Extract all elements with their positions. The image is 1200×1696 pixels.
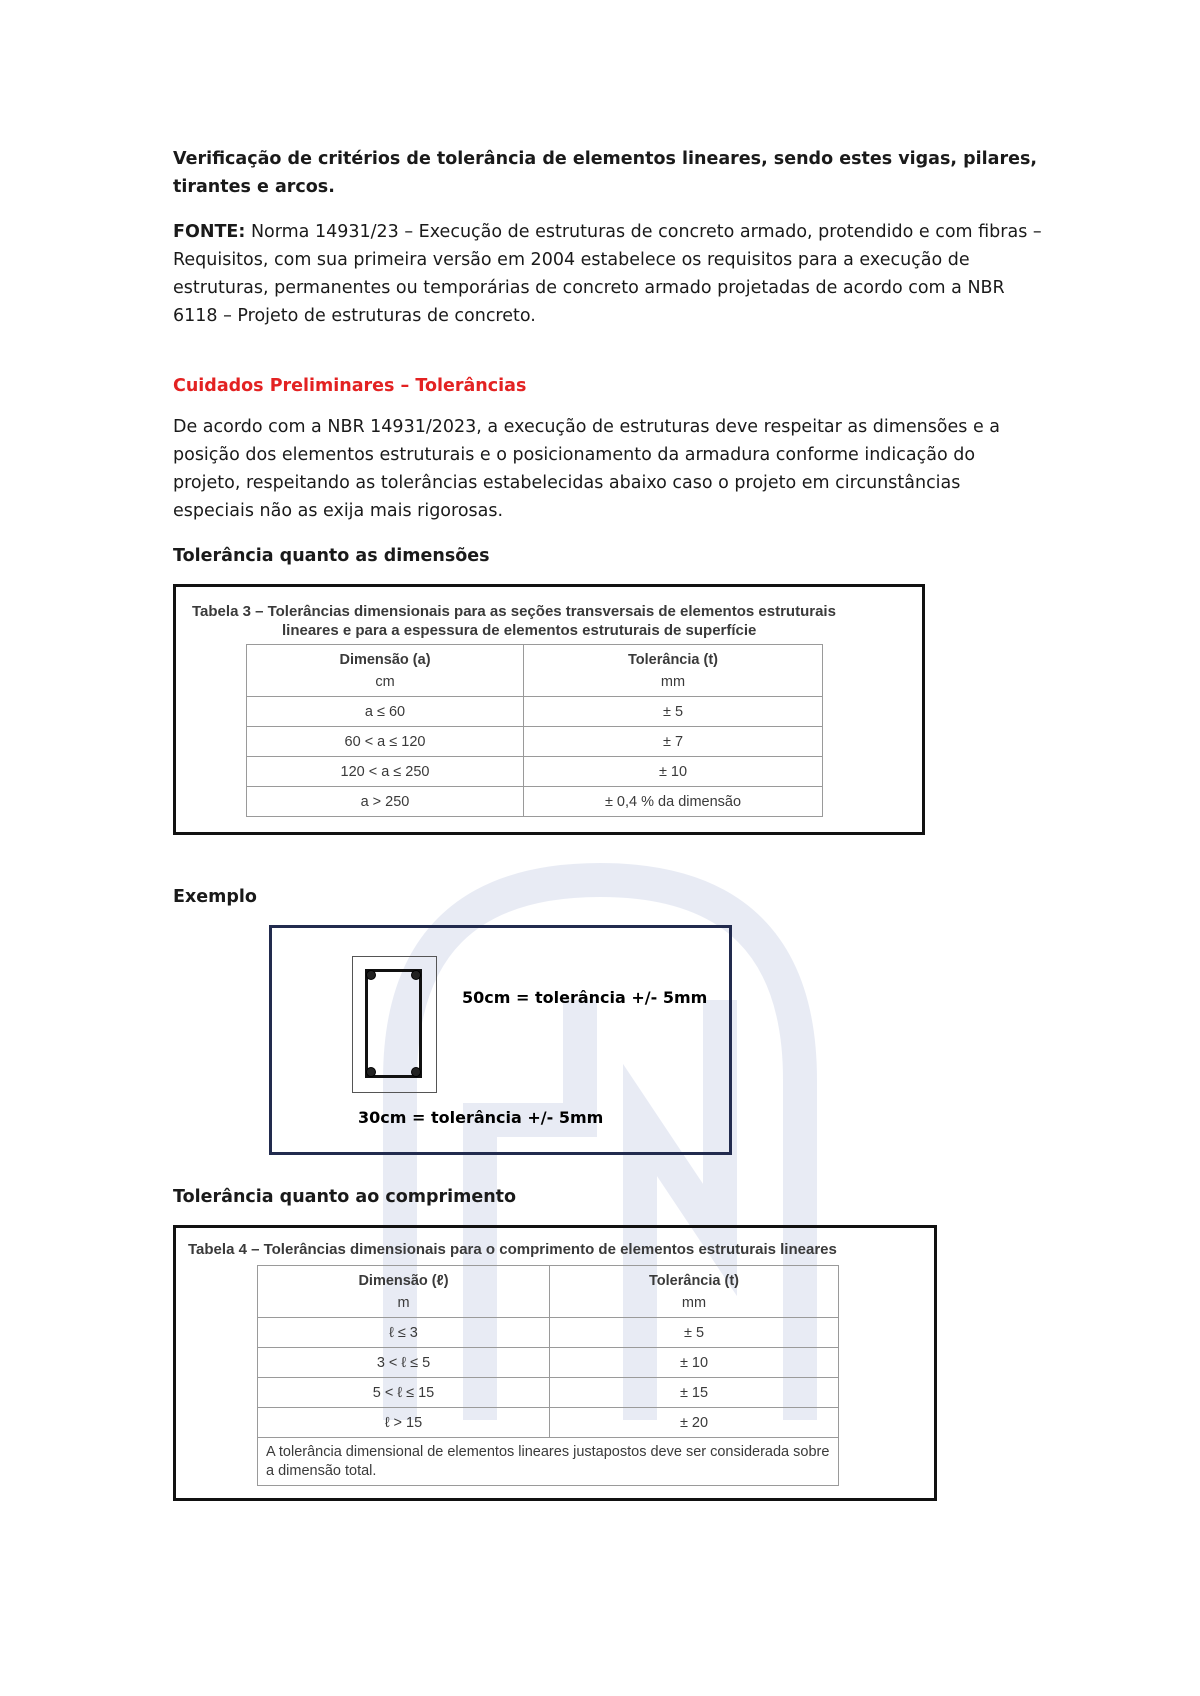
table-note: A tolerância dimensional de elementos lineares justapostos deve ser considerada sobre a dimensão total. — [258, 1438, 839, 1486]
table-cell: ± 5 — [524, 697, 823, 727]
rebar-dot — [411, 1067, 421, 1077]
height-tolerance-label: 50cm = tolerância +/- 5mm — [462, 988, 708, 1007]
rebar-dot — [411, 970, 421, 980]
rebar-dot — [366, 1067, 376, 1077]
table-note-row — [258, 1438, 839, 1486]
table-cell: ± 5 — [550, 1318, 839, 1348]
source-paragraph — [173, 218, 1043, 330]
table4 — [257, 1265, 839, 1486]
dimensions-heading: Tolerância quanto as dimensões — [173, 546, 490, 566]
table3-image-frame — [173, 584, 925, 835]
table-header-row — [247, 645, 823, 697]
example-figure-frame — [269, 925, 732, 1155]
col-unit-dimension: m — [397, 1294, 410, 1311]
table-row — [258, 1378, 839, 1408]
example-heading: Exemplo — [173, 887, 257, 907]
table-cell: 3 < ℓ ≤ 5 — [258, 1348, 550, 1378]
table3-title-line2: lineares e para a espessura de elementos estruturais de superfície — [282, 622, 757, 639]
table-cell: ℓ > 15 — [258, 1408, 550, 1438]
length-heading: Tolerância quanto ao comprimento — [173, 1187, 517, 1207]
table-header-cell — [258, 1266, 550, 1318]
section-body: De acordo com a NBR 14931/2023, a execução de estruturas deve respeitar as dimensões e a posição dos elementos estruturais e o posicionamento da armadura conforme indicação do projeto, respeitando as tolerâncias estabelecidas abaixo caso o projeto em circunstâncias especiais não as exija mais rigorosas. — [173, 417, 1001, 521]
table-cell: ± 20 — [550, 1408, 839, 1438]
table-header-cell — [524, 645, 823, 697]
table3-title — [192, 602, 906, 640]
table4-image-frame — [173, 1225, 937, 1501]
table-cell: ± 7 — [524, 727, 823, 757]
table-header-cell — [247, 645, 524, 697]
table-row — [258, 1408, 839, 1438]
table-cell: ℓ ≤ 3 — [258, 1318, 550, 1348]
table-cell: a ≤ 60 — [247, 697, 524, 727]
table-cell: ± 15 — [550, 1378, 839, 1408]
table-cell: ± 0,4 % da dimensão — [524, 787, 823, 817]
table-row — [247, 757, 823, 787]
col-header-tolerance: Tolerância (t) — [628, 651, 718, 668]
table-cell: ± 10 — [524, 757, 823, 787]
col-header-dimension: Dimensão (a) — [339, 651, 431, 668]
table-row — [258, 1318, 839, 1348]
col-unit-tolerance: mm — [660, 673, 686, 690]
table-cell: 60 < a ≤ 120 — [247, 727, 524, 757]
beam-section-outline — [352, 956, 437, 1093]
col-unit-tolerance: mm — [681, 1294, 707, 1311]
table-row — [247, 697, 823, 727]
section-heading: Cuidados Preliminares – Tolerâncias — [173, 376, 527, 396]
col-header-tolerance: Tolerância (t) — [649, 1272, 739, 1289]
table3 — [246, 644, 823, 817]
table-row — [258, 1348, 839, 1378]
table-header-row — [258, 1266, 839, 1318]
rebar-dot — [366, 970, 376, 980]
table4-title: Tabela 4 – Tolerâncias dimensionais para o comprimento de elementos estruturais lineares — [188, 1241, 837, 1258]
col-header-dimension: Dimensão (ℓ) — [358, 1272, 449, 1289]
intro-paragraph: Verificação de critérios de tolerância de elementos lineares, sendo estes vigas, pilares, tirantes e arcos. — [173, 149, 1038, 197]
width-tolerance-label: 30cm = tolerância +/- 5mm — [358, 1108, 604, 1127]
stirrup — [365, 969, 422, 1078]
table-cell: 120 < a ≤ 250 — [247, 757, 524, 787]
col-unit-dimension: cm — [375, 673, 395, 690]
table-row — [247, 727, 823, 757]
table-cell: ± 10 — [550, 1348, 839, 1378]
source-label: FONTE: — [173, 222, 246, 242]
table-cell: a > 250 — [247, 787, 524, 817]
table-row — [247, 787, 823, 817]
table-header-cell — [550, 1266, 839, 1318]
table-cell: 5 < ℓ ≤ 15 — [258, 1378, 550, 1408]
source-text: Norma 14931/23 – Execução de estruturas de concreto armado, protendido e com fibras – Requisitos, com sua primeira versão em 2004 estabelece os requisitos para a execução de estruturas, permanentes ou temporárias de concreto armado projetadas de acordo com a NBR 6118 – Projeto de estruturas de concreto. — [173, 222, 1042, 326]
table3-title-line1: Tabela 3 – Tolerâncias dimensionais para as seções transversais de elementos estruturais — [192, 603, 836, 620]
